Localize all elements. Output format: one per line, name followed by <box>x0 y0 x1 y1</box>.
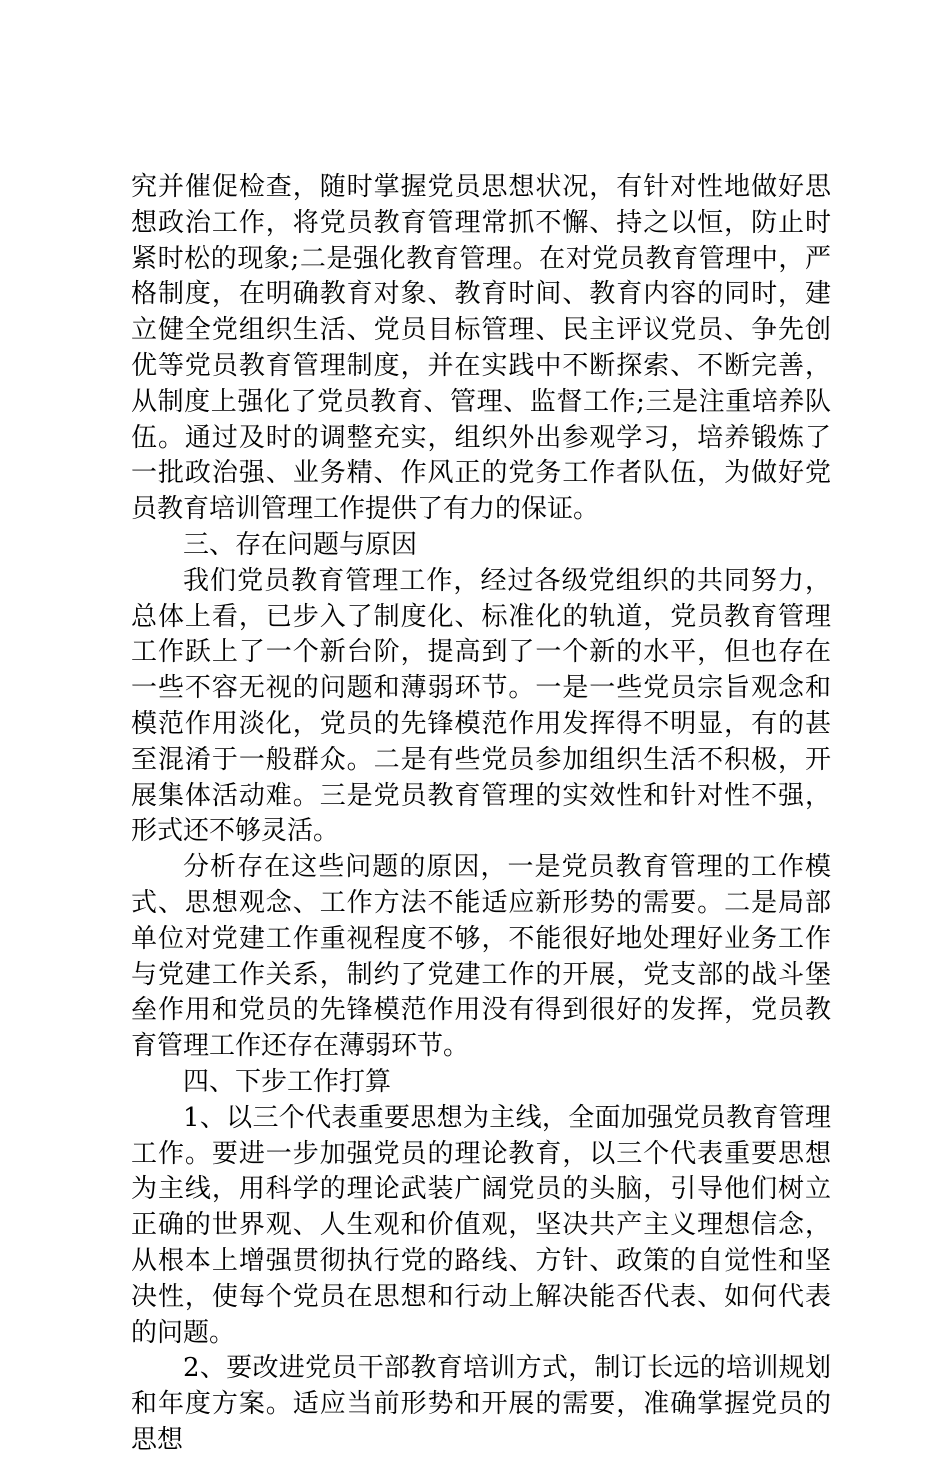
section-heading-next-steps: 四、下步工作打算 <box>183 1066 392 1097</box>
paragraph-continuation: 究并催促检查，随时掌握党员思想状况，有针对性地做好思想政治工作，将党员教育管理常抓不懈、持之以恒，防止时紧时松的现象;二是强化教育管理。在对党员教育管理中，严格制度，在明确教育对象、教育时间、教育内容的同时，建立健全党组织生活、党员目标管理、民主评议党员、争先创优等党员教育管理制度，并在实践中不断探索、不断完善，从制度上强化了党员教育、管理、监督工作;三是注重培养队伍。通过及时的调整充实，组织外出参观学习，培养锻炼了一批政治强、业务精、作风正的党务工作者队伍，为做好党员教育培训管理工作提供了有力的保证。 <box>131 172 831 525</box>
paragraph-next-step-1: 1、以三个代表重要思想为主线，全面加强党员教育管理工作。要进一步加强党员的理论教育，以三个代表重要思想为主线，用科学的理论武装广阔党员的头脑，引导他们树立正确的世界观、人生观和价值观，坚决共产主义理想信念，从根本上增强贯彻执行党的路线、方针、政策的自觉性和坚决性，使每个党员在思想和行动上解决能否代表、如何代表的问题。 <box>131 1102 831 1348</box>
paragraph-problems-overview: 我们党员教育管理工作，经过各级党组织的共同努力，总体上看，已步入了制度化、标准化的轨道，党员教育管理工作跃上了一个新台阶，提高到了一个新的水平，但也存在一些不容无视的问题和薄弱环节。一是一些党员宗旨观念和模范作用淡化，党员的先锋模范作用发挥得不明显，有的甚至混淆于一般群众。二是有些党员参加组织生活不积极，开展集体活动难。三是党员教育管理的实效性和针对性不强，形式还不够灵活。 <box>131 565 831 847</box>
paragraph-next-step-2: 2、要改进党员干部教育培训方式，制订长远的培训规划和年度方案。适应当前形势和开展的需要，准确掌握党员的思想 <box>131 1353 831 1455</box>
section-heading-problems: 三、存在问题与原因 <box>183 529 418 560</box>
document-page <box>131 170 831 1459</box>
paragraph-cause-analysis: 分析存在这些问题的原因，一是党员教育管理的工作模式、思想观念、工作方法不能适应新形势的需要。二是局部单位对党建工作重视程度不够，不能很好地处理好业务工作与党建工作关系，制约了党建工作的开展，党支部的战斗堡垒作用和党员的先锋模范作用没有得到很好的发挥，党员教育管理工作还存在薄弱环节。 <box>131 852 831 1062</box>
